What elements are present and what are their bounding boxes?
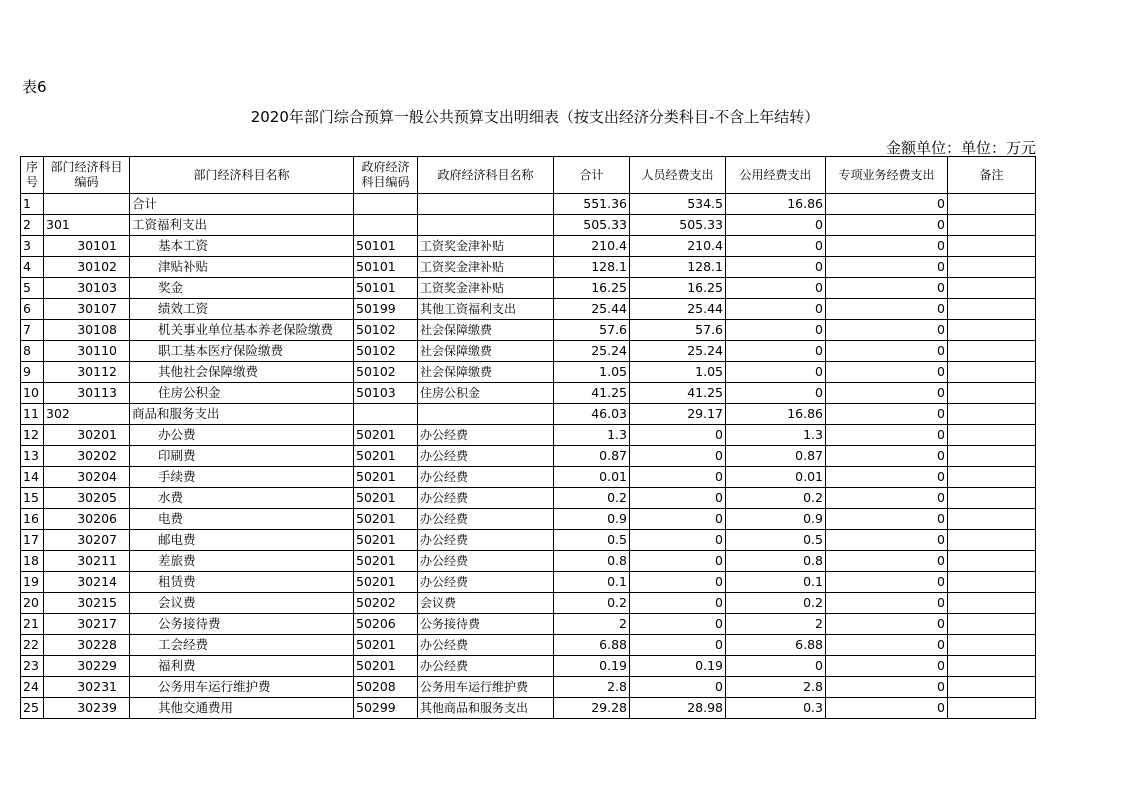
cell-public: 0.01 (726, 467, 826, 488)
cell-public: 2.8 (726, 677, 826, 698)
table-row (21, 677, 1036, 698)
cell-gov-name: 办公经费 (418, 656, 554, 677)
cell-seq: 2 (21, 215, 44, 236)
cell-dept-code: 30211 (44, 551, 130, 572)
table-row (21, 467, 1036, 488)
cell-total: 0.19 (554, 656, 630, 677)
cell-gov-name: 其他商品和服务支出 (418, 698, 554, 719)
col-header-gov-name: 政府经济科目名称 (418, 157, 554, 194)
cell-total: 505.33 (554, 215, 630, 236)
cell-total: 46.03 (554, 404, 630, 425)
cell-gov-name: 办公经费 (418, 635, 554, 656)
cell-note (948, 467, 1036, 488)
budget-detail-table (20, 156, 1036, 719)
cell-gov-name: 办公经费 (418, 446, 554, 467)
cell-total: 0.87 (554, 446, 630, 467)
cell-public: 6.88 (726, 635, 826, 656)
cell-note (948, 572, 1036, 593)
cell-special: 0 (826, 530, 948, 551)
cell-total: 551.36 (554, 194, 630, 215)
cell-seq: 5 (21, 278, 44, 299)
cell-public: 0 (726, 320, 826, 341)
cell-seq: 24 (21, 677, 44, 698)
cell-dept-name: 绩效工资 (130, 299, 354, 320)
cell-public: 0.8 (726, 551, 826, 572)
cell-personnel: 57.6 (630, 320, 726, 341)
col-header-gov-code: 政府经济科目编码 (354, 157, 418, 194)
cell-special: 0 (826, 383, 948, 404)
cell-total: 0.2 (554, 488, 630, 509)
cell-total: 0.9 (554, 509, 630, 530)
cell-seq: 25 (21, 698, 44, 719)
cell-gov-code: 50201 (354, 635, 418, 656)
cell-public: 0.3 (726, 698, 826, 719)
cell-dept-code: 30239 (44, 698, 130, 719)
cell-seq: 22 (21, 635, 44, 656)
cell-personnel: 0 (630, 509, 726, 530)
table-body (21, 194, 1036, 719)
cell-gov-code: 50201 (354, 509, 418, 530)
cell-personnel: 0 (630, 467, 726, 488)
table-row (21, 278, 1036, 299)
col-header-public: 公用经费支出 (726, 157, 826, 194)
table-row (21, 698, 1036, 719)
cell-gov-code: 50101 (354, 257, 418, 278)
cell-gov-code: 50201 (354, 656, 418, 677)
cell-gov-name: 办公经费 (418, 467, 554, 488)
cell-note (948, 656, 1036, 677)
cell-public: 0.5 (726, 530, 826, 551)
cell-gov-name: 社会保障缴费 (418, 320, 554, 341)
cell-public: 0 (726, 278, 826, 299)
cell-dept-code: 30205 (44, 488, 130, 509)
cell-dept-name: 手续费 (130, 467, 354, 488)
cell-gov-code: 50101 (354, 278, 418, 299)
cell-public: 2 (726, 614, 826, 635)
cell-dept-name: 职工基本医疗保险缴费 (130, 341, 354, 362)
table-row (21, 341, 1036, 362)
cell-dept-code: 30110 (44, 341, 130, 362)
cell-dept-code: 30201 (44, 425, 130, 446)
cell-total: 25.44 (554, 299, 630, 320)
cell-dept-code: 30217 (44, 614, 130, 635)
cell-dept-name: 商品和服务支出 (130, 404, 354, 425)
cell-seq: 7 (21, 320, 44, 341)
table-row (21, 446, 1036, 467)
cell-note (948, 509, 1036, 530)
cell-seq: 10 (21, 383, 44, 404)
cell-gov-code (354, 404, 418, 425)
cell-dept-name: 办公费 (130, 425, 354, 446)
cell-dept-code: 30112 (44, 362, 130, 383)
cell-gov-name: 公务用车运行维护费 (418, 677, 554, 698)
cell-seq: 9 (21, 362, 44, 383)
cell-gov-code: 50201 (354, 425, 418, 446)
table-row (21, 488, 1036, 509)
cell-seq: 21 (21, 614, 44, 635)
table-row (21, 425, 1036, 446)
cell-seq: 16 (21, 509, 44, 530)
cell-seq: 4 (21, 257, 44, 278)
cell-total: 6.88 (554, 635, 630, 656)
cell-gov-code: 50208 (354, 677, 418, 698)
cell-gov-name: 办公经费 (418, 551, 554, 572)
cell-public: 16.86 (726, 404, 826, 425)
cell-dept-code (44, 194, 130, 215)
cell-special: 0 (826, 488, 948, 509)
table-row (21, 572, 1036, 593)
cell-dept-name: 公务接待费 (130, 614, 354, 635)
cell-special: 0 (826, 446, 948, 467)
cell-dept-code: 30229 (44, 656, 130, 677)
cell-note (948, 488, 1036, 509)
cell-note (948, 446, 1036, 467)
cell-public: 16.86 (726, 194, 826, 215)
cell-note (948, 194, 1036, 215)
cell-special: 0 (826, 509, 948, 530)
cell-gov-name (418, 404, 554, 425)
cell-public: 0 (726, 236, 826, 257)
cell-seq: 3 (21, 236, 44, 257)
cell-seq: 13 (21, 446, 44, 467)
cell-personnel: 0 (630, 614, 726, 635)
cell-public: 0 (726, 362, 826, 383)
cell-special: 0 (826, 404, 948, 425)
cell-special: 0 (826, 194, 948, 215)
cell-personnel: 0 (630, 551, 726, 572)
cell-note (948, 383, 1036, 404)
cell-special: 0 (826, 635, 948, 656)
cell-seq: 8 (21, 341, 44, 362)
cell-dept-name: 工资福利支出 (130, 215, 354, 236)
cell-dept-code: 30206 (44, 509, 130, 530)
cell-total: 25.24 (554, 341, 630, 362)
cell-note (948, 278, 1036, 299)
cell-dept-code: 30107 (44, 299, 130, 320)
cell-seq: 11 (21, 404, 44, 425)
cell-public: 0.2 (726, 488, 826, 509)
cell-special: 0 (826, 257, 948, 278)
cell-note (948, 425, 1036, 446)
table-row (21, 362, 1036, 383)
cell-dept-code: 30102 (44, 257, 130, 278)
cell-special: 0 (826, 593, 948, 614)
table-row (21, 530, 1036, 551)
cell-personnel: 0 (630, 425, 726, 446)
cell-gov-code: 50102 (354, 362, 418, 383)
cell-total: 57.6 (554, 320, 630, 341)
cell-note (948, 404, 1036, 425)
cell-personnel: 0 (630, 677, 726, 698)
cell-note (948, 299, 1036, 320)
cell-gov-name: 办公经费 (418, 488, 554, 509)
cell-dept-name: 会议费 (130, 593, 354, 614)
table-row (21, 614, 1036, 635)
cell-note (948, 635, 1036, 656)
cell-note (948, 593, 1036, 614)
cell-gov-code (354, 194, 418, 215)
cell-total: 0.2 (554, 593, 630, 614)
cell-special: 0 (826, 656, 948, 677)
cell-personnel: 16.25 (630, 278, 726, 299)
cell-gov-name: 公务接待费 (418, 614, 554, 635)
table-row (21, 383, 1036, 404)
cell-gov-code: 50202 (354, 593, 418, 614)
cell-gov-code: 50199 (354, 299, 418, 320)
cell-gov-code: 50101 (354, 236, 418, 257)
cell-total: 16.25 (554, 278, 630, 299)
cell-note (948, 215, 1036, 236)
cell-seq: 6 (21, 299, 44, 320)
cell-gov-name: 办公经费 (418, 509, 554, 530)
table-row (21, 236, 1036, 257)
col-header-special: 专项业务经费支出 (826, 157, 948, 194)
cell-dept-code: 30207 (44, 530, 130, 551)
cell-note (948, 341, 1036, 362)
table-row (21, 194, 1036, 215)
col-header-seq: 序号 (21, 157, 44, 194)
col-header-total: 合计 (554, 157, 630, 194)
cell-gov-code: 50103 (354, 383, 418, 404)
cell-public: 0 (726, 257, 826, 278)
cell-personnel: 505.33 (630, 215, 726, 236)
cell-special: 0 (826, 572, 948, 593)
cell-dept-name: 其他社会保障缴费 (130, 362, 354, 383)
cell-gov-name: 社会保障缴费 (418, 341, 554, 362)
cell-dept-name: 合计 (130, 194, 354, 215)
cell-dept-code: 30215 (44, 593, 130, 614)
cell-personnel: 210.4 (630, 236, 726, 257)
cell-personnel: 0 (630, 593, 726, 614)
table-row (21, 404, 1036, 425)
cell-dept-name: 基本工资 (130, 236, 354, 257)
cell-special: 0 (826, 278, 948, 299)
cell-dept-name: 奖金 (130, 278, 354, 299)
cell-gov-name: 会议费 (418, 593, 554, 614)
cell-gov-name: 工资奖金津补贴 (418, 257, 554, 278)
cell-dept-code: 302 (44, 404, 130, 425)
cell-special: 0 (826, 677, 948, 698)
cell-public: 0.2 (726, 593, 826, 614)
cell-special: 0 (826, 614, 948, 635)
cell-dept-code: 30228 (44, 635, 130, 656)
cell-total: 0.01 (554, 467, 630, 488)
cell-note (948, 320, 1036, 341)
cell-note (948, 614, 1036, 635)
cell-public: 0 (726, 383, 826, 404)
cell-dept-code: 30113 (44, 383, 130, 404)
col-header-dept-code: 部门经济科目编码 (44, 157, 130, 194)
document-title: 2020年部门综合预算一般公共预算支出明细表（按支出经济分类科目-不含上年结转） (250, 108, 820, 126)
table-row (21, 257, 1036, 278)
col-header-note: 备注 (948, 157, 1036, 194)
cell-gov-code: 50201 (354, 467, 418, 488)
cell-gov-code: 50102 (354, 341, 418, 362)
cell-total: 29.28 (554, 698, 630, 719)
cell-total: 0.8 (554, 551, 630, 572)
cell-dept-code: 30103 (44, 278, 130, 299)
table-row (21, 299, 1036, 320)
cell-personnel: 25.44 (630, 299, 726, 320)
cell-gov-name: 工资奖金津补贴 (418, 278, 554, 299)
table-row (21, 320, 1036, 341)
cell-gov-name (418, 194, 554, 215)
amount-unit-note: 金额单位：单位：万元 (885, 139, 1036, 157)
cell-personnel: 0 (630, 446, 726, 467)
cell-personnel: 25.24 (630, 341, 726, 362)
cell-dept-code: 30204 (44, 467, 130, 488)
cell-public: 0 (726, 299, 826, 320)
cell-special: 0 (826, 320, 948, 341)
cell-dept-code: 30101 (44, 236, 130, 257)
cell-gov-name (418, 215, 554, 236)
cell-dept-name: 工会经费 (130, 635, 354, 656)
cell-dept-name: 机关事业单位基本养老保险缴费 (130, 320, 354, 341)
cell-dept-name: 邮电费 (130, 530, 354, 551)
cell-total: 0.1 (554, 572, 630, 593)
cell-total: 210.4 (554, 236, 630, 257)
cell-personnel: 128.1 (630, 257, 726, 278)
cell-seq: 19 (21, 572, 44, 593)
table-number-label: 表6 (22, 78, 47, 96)
cell-gov-code: 50201 (354, 446, 418, 467)
cell-seq: 15 (21, 488, 44, 509)
cell-dept-name: 电费 (130, 509, 354, 530)
cell-special: 0 (826, 341, 948, 362)
cell-gov-name: 其他工资福利支出 (418, 299, 554, 320)
cell-seq: 1 (21, 194, 44, 215)
cell-gov-name: 住房公积金 (418, 383, 554, 404)
cell-dept-code: 30231 (44, 677, 130, 698)
cell-dept-name: 津贴补贴 (130, 257, 354, 278)
cell-public: 0 (726, 215, 826, 236)
cell-note (948, 530, 1036, 551)
cell-dept-code: 30202 (44, 446, 130, 467)
cell-personnel: 0.19 (630, 656, 726, 677)
cell-special: 0 (826, 236, 948, 257)
table-row (21, 509, 1036, 530)
cell-dept-name: 福利费 (130, 656, 354, 677)
cell-personnel: 534.5 (630, 194, 726, 215)
cell-special: 0 (826, 425, 948, 446)
table-row (21, 656, 1036, 677)
cell-note (948, 236, 1036, 257)
cell-seq: 20 (21, 593, 44, 614)
cell-dept-code: 301 (44, 215, 130, 236)
cell-total: 1.05 (554, 362, 630, 383)
cell-personnel: 0 (630, 488, 726, 509)
cell-seq: 17 (21, 530, 44, 551)
cell-gov-code: 50201 (354, 572, 418, 593)
cell-seq: 18 (21, 551, 44, 572)
cell-public: 0.87 (726, 446, 826, 467)
cell-personnel: 28.98 (630, 698, 726, 719)
cell-total: 2 (554, 614, 630, 635)
cell-seq: 14 (21, 467, 44, 488)
cell-public: 0.1 (726, 572, 826, 593)
col-header-dept-name: 部门经济科目名称 (130, 157, 354, 194)
cell-gov-code: 50102 (354, 320, 418, 341)
cell-public: 0.9 (726, 509, 826, 530)
cell-special: 0 (826, 362, 948, 383)
table-row (21, 593, 1036, 614)
cell-seq: 12 (21, 425, 44, 446)
cell-dept-name: 住房公积金 (130, 383, 354, 404)
cell-special: 0 (826, 299, 948, 320)
cell-gov-name: 办公经费 (418, 572, 554, 593)
cell-personnel: 0 (630, 572, 726, 593)
cell-public: 0 (726, 341, 826, 362)
cell-public: 0 (726, 656, 826, 677)
cell-gov-code: 50201 (354, 488, 418, 509)
cell-dept-name: 印刷费 (130, 446, 354, 467)
cell-personnel: 0 (630, 635, 726, 656)
cell-note (948, 698, 1036, 719)
cell-total: 2.8 (554, 677, 630, 698)
cell-dept-name: 公务用车运行维护费 (130, 677, 354, 698)
cell-gov-name: 办公经费 (418, 425, 554, 446)
cell-dept-name: 水费 (130, 488, 354, 509)
cell-gov-name: 工资奖金津补贴 (418, 236, 554, 257)
cell-special: 0 (826, 215, 948, 236)
cell-gov-code: 50201 (354, 551, 418, 572)
cell-special: 0 (826, 698, 948, 719)
cell-dept-code: 30214 (44, 572, 130, 593)
cell-dept-name: 租赁费 (130, 572, 354, 593)
cell-total: 41.25 (554, 383, 630, 404)
cell-personnel: 1.05 (630, 362, 726, 383)
cell-special: 0 (826, 551, 948, 572)
cell-total: 128.1 (554, 257, 630, 278)
cell-gov-name: 办公经费 (418, 530, 554, 551)
cell-seq: 23 (21, 656, 44, 677)
cell-note (948, 551, 1036, 572)
cell-note (948, 362, 1036, 383)
table-row (21, 215, 1036, 236)
table-row (21, 551, 1036, 572)
cell-personnel: 41.25 (630, 383, 726, 404)
cell-note (948, 257, 1036, 278)
col-header-personnel: 人员经费支出 (630, 157, 726, 194)
table-row (21, 635, 1036, 656)
cell-personnel: 0 (630, 530, 726, 551)
table-header-row (21, 157, 1036, 194)
cell-gov-code: 50206 (354, 614, 418, 635)
cell-dept-name: 差旅费 (130, 551, 354, 572)
cell-gov-code: 50299 (354, 698, 418, 719)
cell-public: 1.3 (726, 425, 826, 446)
cell-total: 1.3 (554, 425, 630, 446)
cell-dept-name: 其他交通费用 (130, 698, 354, 719)
cell-gov-code (354, 215, 418, 236)
cell-dept-code: 30108 (44, 320, 130, 341)
cell-gov-code: 50201 (354, 530, 418, 551)
cell-total: 0.5 (554, 530, 630, 551)
cell-personnel: 29.17 (630, 404, 726, 425)
cell-special: 0 (826, 467, 948, 488)
cell-gov-name: 社会保障缴费 (418, 362, 554, 383)
cell-note (948, 677, 1036, 698)
